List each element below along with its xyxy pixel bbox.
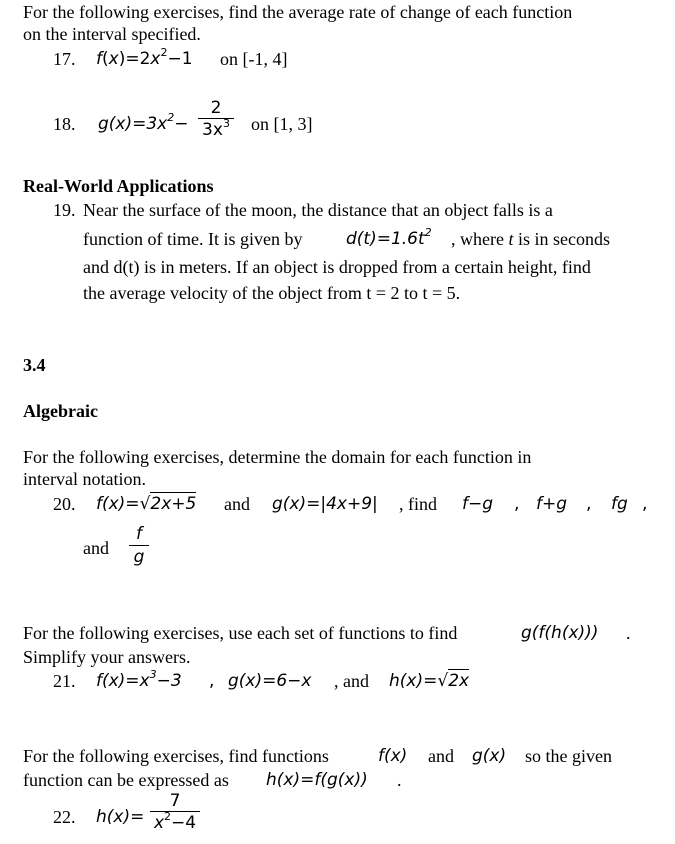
section-heading: Real-World Applications [23,176,214,196]
paren: ( [102,49,109,69]
formula-base: d(t)=1.6t [346,229,425,249]
instruction-text: Simplify your answers. [23,647,191,667]
comma: , [514,494,520,514]
denominator-base: 3x [202,120,223,140]
sqrt-icon: √ [437,671,449,691]
operation-difference: f−g [462,494,494,514]
operation-sum: f+g [536,494,568,514]
comma: , [642,494,648,514]
sqrt-icon: √ [139,494,151,514]
instruction-text: For the following exercises, use each set of functions to find [23,623,458,643]
comma: , [209,671,215,691]
exercise-21-h [389,670,469,692]
section-heading: Algebraic [23,401,98,421]
variable: t [508,229,514,249]
section-number: 3.4 [23,355,46,375]
conjunction: and [83,538,109,558]
exercise-19-text: the average velocity of the object from t = 2 to t = 5. [83,283,461,303]
fraction-denominator: g [129,545,149,568]
minus-sign: − [174,114,189,134]
instruction-text: interval notation. [23,469,146,489]
conjunction: and [224,494,250,514]
exercise-number: 20. [53,494,76,514]
exercise-20-f [96,493,196,515]
fraction-numerator: 2 [210,98,222,118]
instruction-text: For the following exercises, find functions [23,746,329,766]
exercise-22-lhs: h(x)= [96,807,145,827]
exercise-20-g: g(x)=|4x+9| [272,494,378,514]
exercise-19-text: Near the surface of the moon, the distance that an object falls is a [83,200,553,220]
exponent: 2 [424,226,432,239]
sqrt-argument: 2x [448,671,470,691]
variable: x [153,813,164,833]
operation-product: fg [611,494,628,514]
exercise-19-text: and d(t) is in meters. If an object is dropped from a certain height, find [83,257,591,277]
comma: , [586,494,592,514]
exercise-21-f [96,670,182,694]
instruction-text: function can be expressed as [23,770,229,790]
interval: on [-1, 4] [220,49,288,69]
exponent: 2 [164,810,171,823]
function-name: f [96,49,102,69]
f-lhs: f(x)= [96,494,140,514]
fraction-denominator [198,118,234,141]
exercise-number: 22. [53,807,76,827]
instruction-text: For the following exercises, find the average rate of change of each function [23,2,573,22]
fraction [150,791,200,834]
exercise-19-text: function of time. It is given by [83,229,303,249]
constant-term: −1 [167,49,193,69]
function-g: g(x) [472,746,507,766]
text-fragment: is in seconds [518,229,610,249]
exercise-21-g: g(x)=6−x [228,671,312,691]
f-rest: −3 [156,671,182,691]
variable: x [150,49,161,69]
composition-formula: g(f(h(x))) [521,623,599,643]
f-base: f(x)=x [96,671,150,691]
exponent: 2 [160,46,168,59]
fraction [198,98,234,141]
exercise-number: 18. [53,114,76,134]
exponent: 3 [222,117,230,130]
lhs: g(x)=3x [98,114,168,134]
exponent: 2 [167,111,175,124]
paren: ) [118,49,126,69]
sqrt-argument: 2x+5 [150,494,197,514]
text-fragment: , and [334,671,369,691]
variable: x [108,49,119,69]
exercise-17-formula [96,48,193,72]
decomposition-formula: h(x)=f(g(x)) [266,770,368,790]
equals-coefficient: =2 [125,49,151,69]
function-f: f(x) [378,746,408,766]
exercise-number: 17. [53,49,76,69]
denominator-rest: −4 [171,813,197,833]
exercise-19-text [451,228,610,250]
exercise-18-formula [98,113,189,137]
text-fragment: so the given [525,746,612,766]
text-fragment: , find [399,494,437,514]
exercise-number: 21. [53,671,76,691]
fraction-numerator: 7 [169,791,181,811]
interval: on [1, 3] [251,114,313,134]
text-fragment: , where [451,229,504,249]
fraction-denominator [150,811,200,834]
period: . [397,770,402,790]
exercise-number: 19. [53,200,76,220]
h-lhs: h(x)= [389,671,438,691]
period: . [626,623,631,643]
conjunction: and [428,746,454,766]
instruction-text: For the following exercises, determine the domain for each function in [23,447,532,467]
distance-formula [346,228,432,252]
fraction-numerator: f [136,524,142,544]
fraction [129,523,149,568]
instruction-text: on the interval specified. [23,24,201,44]
exponent: 3 [149,668,157,681]
